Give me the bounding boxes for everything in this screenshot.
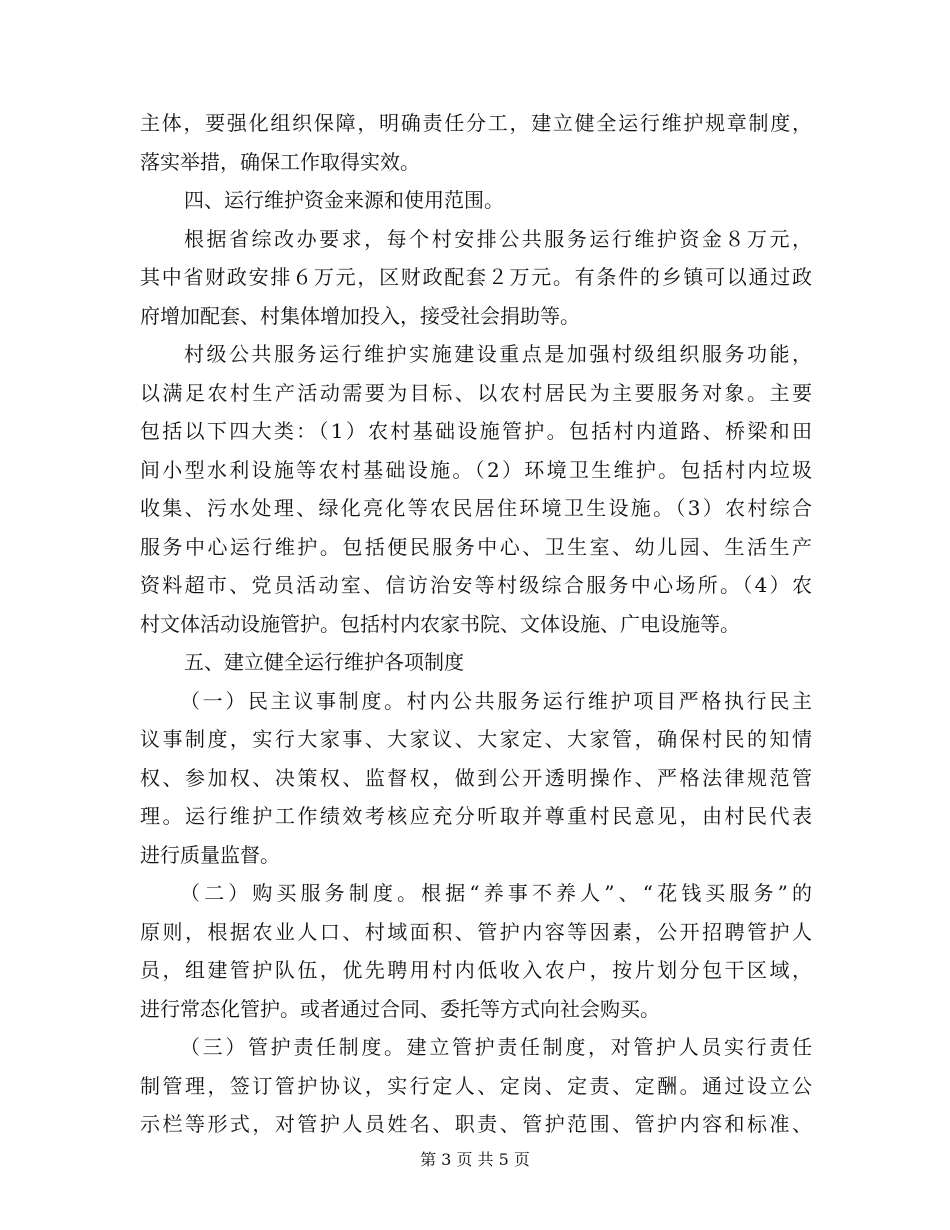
text-line: 以满足农村生产活动需要为目标、以农村居民为主要服务对象。主要 (140, 380, 812, 405)
text-line: 议事制度，实行大家事、大家议、大家定、大家管，确保村民的知情 (140, 727, 812, 751)
text-line: 制管理，签订管护协议，实行定人、定岗、定责、定酬。通过设立公 (140, 1073, 812, 1098)
section-heading: 四、运行维护资金来源和使用范围。 (184, 188, 504, 212)
footer-prefix: 第 (420, 1150, 437, 1169)
text-line: 理。运行维护工作绩效考核应充分听取并尊重村民意见，由村民代表 (140, 804, 812, 828)
text-line: （三）管护责任制度。建立管护责任制度，对管护人员实行责任 (180, 1035, 812, 1059)
text-line: 资料超市、党员活动室、信访治安等村级综合服务中心场所。（4）农 (140, 573, 812, 597)
text-line: 村级公共服务运行维护实施建设重点是加强村级组织服务功能， (184, 342, 812, 366)
section-heading: 五、建立健全运行维护各项制度 (184, 650, 464, 674)
text-line: （二）购买服务制度。根据“养事不养人”、“花钱买服务”的 (180, 881, 812, 905)
text-line: 间小型水利设施等农村基础设施。（2）环境卫生维护。包括村内垃圾 (140, 457, 812, 482)
page-footer (0, 1150, 950, 1170)
text-line: 根据省综改办要求，每个村安排公共服务运行维护资金８万元， (184, 226, 812, 251)
text-line: 服务中心运行维护。包括便民服务中心、卫生室、幼儿园、生活生产 (140, 534, 812, 559)
text-line: 落实举措，确保工作取得实效。 (140, 149, 420, 174)
text-line: 原则，根据农业人口、村域面积、管护内容等因素，公开招聘管护人 (140, 919, 812, 944)
footer-page-number: 3 (441, 1150, 452, 1169)
text-line: （一）民主议事制度。村内公共服务运行维护项目严格执行民主 (180, 688, 812, 713)
footer-total-pages: 5 (498, 1150, 509, 1169)
text-line: 员，组建管护队伍，优先聘用村内低收入农户，按片划分包干区域， (140, 958, 812, 982)
text-line: 权、参加权、决策权、监督权，做到公开透明操作、严格法律规范管 (140, 765, 812, 790)
text-line: 主体，要强化组织保障，明确责任分工，建立健全运行维护规章制度， (140, 111, 812, 135)
text-line: 进行常态化管护。或者通过合同、委托等方式向社会购买。 (140, 996, 660, 1021)
text-line: 进行质量监督。 (140, 842, 280, 867)
text-line: 示栏等形式，对管护人员姓名、职责、管护范围、管护内容和标准、 (140, 1112, 812, 1136)
text-line: 府增加配套、村集体增加投入，接受社会捐助等。 (140, 303, 580, 328)
text-line: 其中省财政安排６万元，区财政配套２万元。有条件的乡镇可以通过政 (140, 265, 812, 289)
text-line: 村文体活动设施管护。包括村内农家书院、文体设施、广电设施等。 (140, 611, 740, 636)
footer-middle: 页 共 (456, 1150, 494, 1169)
body-text (140, 104, 812, 1144)
text-line: 包括以下四大类：（1）农村基础设施管护。包括村内道路、桥梁和田 (140, 419, 812, 443)
text-line: 收集、污水处理、绿化亮化等农民居住环境卫生设施。（3）农村综合 (140, 496, 812, 520)
footer-suffix: 页 (513, 1150, 530, 1169)
